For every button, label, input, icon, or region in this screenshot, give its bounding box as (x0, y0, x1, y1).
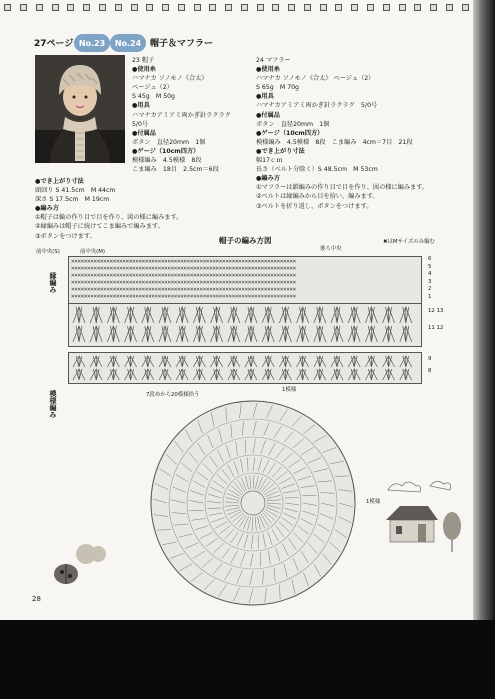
hat-spec (132, 56, 231, 174)
pattern-badge-23: No.23 (74, 34, 110, 52)
muffler-spec-line: ③ベルトを折り返し、ボタンをつけます。 (256, 202, 373, 210)
muffler-spec-line: ●用具 (256, 93, 274, 101)
muffler-spec-line: 模様編み 4.5模様 8段 こま編み 4cm＝7目 21段 (256, 138, 413, 146)
hat-spec-line: ●使用糸 (132, 66, 156, 74)
crown-round-chart (148, 398, 358, 608)
hat-size-line: ③ボタンをつけます。 (35, 232, 96, 240)
pattern-chart-lower (68, 352, 422, 384)
label-m-size-note: ✖はMサイズのみ編む (383, 239, 435, 245)
model-photo (35, 55, 125, 163)
hat-size-method (35, 177, 182, 241)
hat-spec-line: ボタン 直径20mm 1個 (132, 138, 206, 146)
pattern-badge-24: No.24 (110, 34, 146, 52)
hat-size-line: 深さ S 17.5cm M 19cm (35, 196, 110, 204)
row-number: 1 (428, 293, 432, 300)
label-one-pattern: 1模様 (282, 387, 297, 393)
hat-spec-line: ハマナカアミアミ両かぎ針ラクラク (132, 111, 231, 119)
muffler-spec-title: 24 マフラー (256, 57, 291, 64)
hat-size-line: 頭回り S 41.5cm M 44cm (35, 187, 116, 195)
row-number: 6 (428, 256, 432, 262)
hat-size-line: ①帽子は輪の作り目で目を作り、図の様に編みます。 (35, 214, 183, 222)
row-number-mid-b: 11 12 (428, 325, 444, 331)
hat-spec-line: ●ゲージ（10cm四方） (132, 147, 200, 155)
row-number-mid-a: 12 13 (428, 308, 444, 314)
label-edge-knitting: 縁編み (49, 272, 57, 293)
muffler-spec-line: ●使用糸 (256, 66, 280, 74)
row-number: 5 (428, 263, 432, 270)
hat-size-line: ●でき上がり寸法 (35, 178, 84, 185)
edge-stitch-chart: ×××××××××××××××××××××××××××××××××××××××××××××××××××××××××××××××××××××× ×××××××××××××××××××××××××××××××××××××××××××××××××××××××××××××××××××××× ×××××××××××××××××××××××××××××××××××××××××××××××××××××××××××××××××××××× ×××××××××××××××××××××××××××××××××××××××××××××××××××××××××××××××××××××× ×××××××××××××××××××××××××××××××××××××××××××××××××××××××××××××××××××××× ×××××××××××××××××××××××××××××××××××××××××××××××××××××××××××××××××××××× (68, 256, 422, 304)
muffler-spec-line: ①マフラーは鎖編みの作り目で目を作り、図の様に編みます。 (256, 184, 429, 192)
hat-spec-line: 模様編み 4.5模様 8段 (132, 157, 202, 165)
label-back-center: 後ろ中央 (320, 246, 342, 252)
row-number: 3 (428, 278, 432, 285)
label-front-s: 前中央(S) (36, 249, 60, 255)
row-number: 2 (428, 286, 432, 293)
muffler-spec-line: ②ベルトは縁編みから目を拾い、編みます。 (256, 193, 379, 201)
decorative-ladybug-illustration (46, 540, 126, 590)
binding-holes (0, 0, 473, 14)
muffler-spec-line: 長さ（ベルト分除く）S 48.5cm M 53cm (256, 166, 378, 174)
hat-spec-title: 23 帽子 (132, 57, 155, 64)
hat-size-line: ●編み方 (35, 205, 59, 213)
hat-spec-line: ベージュ（2） (132, 84, 173, 92)
muffler-spec-line: ●ゲージ（10cm四方） (256, 129, 324, 137)
row-number: 4 (428, 271, 432, 278)
hat-spec-line: 5/0号 (132, 120, 149, 128)
edge-row-numbers (428, 256, 431, 302)
label-one-pattern-round: 1模様 (366, 499, 381, 505)
muffler-spec-line: 幅17ｃｍ (256, 157, 283, 165)
label-pick-up: 7段めから20模様拾う (146, 392, 200, 398)
decorative-houses-illustration (378, 476, 468, 566)
page-reference: 27ページ (34, 39, 74, 49)
muffler-spec (256, 56, 428, 211)
hat-spec-line: ハマナカ ソノモノ《合太》 (132, 75, 208, 83)
page-edge-shadow (473, 0, 495, 620)
label-front-m: 前中央(M) (80, 249, 106, 255)
muffler-spec-line: ハマナカ ソノモノ《合太》 ベージュ（2） (256, 75, 375, 83)
row-number-low-a: 9 (428, 356, 432, 362)
muffler-spec-line: ハマナカアミアミ両かぎ針ラクラク 5/0号 (256, 102, 378, 110)
diagram-title: 帽子の編み方図 (219, 236, 272, 245)
page-number: 28 (32, 595, 41, 603)
hat-spec-line: S 45g M 50g (132, 93, 175, 101)
muffler-spec-line: ●でき上がり寸法 (256, 147, 305, 155)
hat-size-line: ②縁編みは帽子に続けてこま編みで編みます。 (35, 223, 164, 231)
muffler-spec-line: ●編み方 (256, 175, 280, 183)
muffler-spec-line: S 65g M 70g (256, 84, 299, 92)
hat-spec-line: ●付属品 (132, 129, 156, 137)
label-pattern-knitting: 模様編み (49, 390, 57, 418)
muffler-spec-line: ●付属品 (256, 111, 280, 119)
pattern-chart-upper (68, 303, 422, 347)
muffler-spec-line: ボタン 直径20mm 1個 (256, 120, 330, 128)
page-title: 帽子＆マフラー (150, 39, 214, 49)
hat-spec-line: こま編み 18目 2.5cm＝6段 (132, 166, 219, 174)
row-number-low-b: 8 (428, 368, 432, 374)
hat-spec-line: ●用具 (132, 102, 150, 110)
